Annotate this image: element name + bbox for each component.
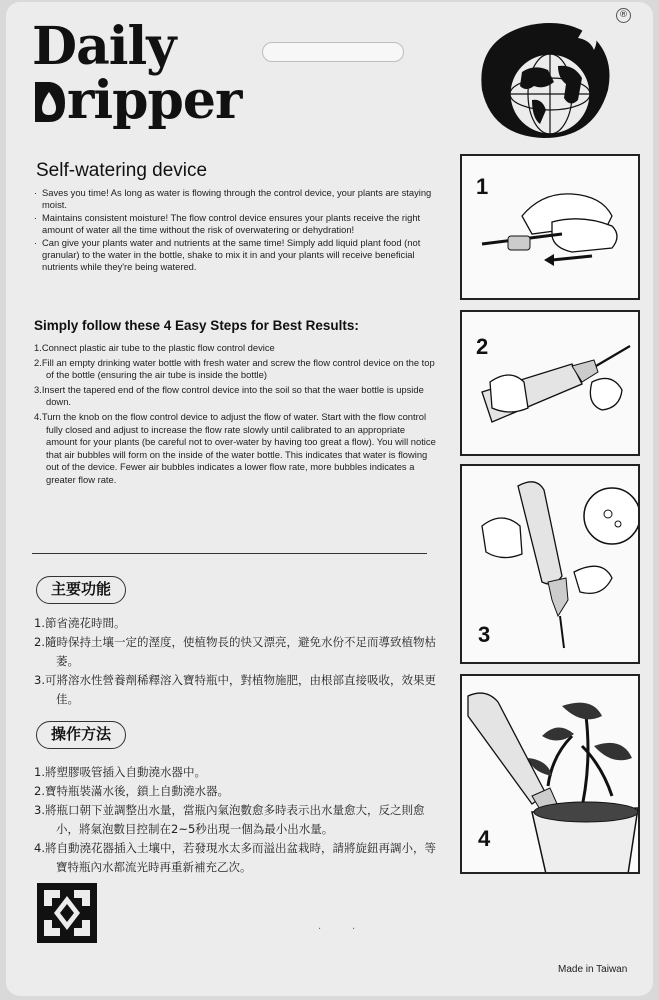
feature-item: · Saves you time! As long as water is flowing through the control device, your plants are staying moist. xyxy=(34,187,436,212)
made-in-label: Made in Taiwan xyxy=(558,964,628,975)
cn-features-list xyxy=(34,614,444,709)
cn-method-item: 4.將自動澆花器插入土壤中，若發現水太多而溢出盆栽時，請將旋鈕再調小，等寶特瓶內水都流光時再重新補充乙次。 xyxy=(34,841,436,874)
step-panel-3 xyxy=(460,464,640,664)
cn-method-item: 1.將塑膠吸管插入自動澆水器中。 xyxy=(34,765,206,779)
brand-line-1: Daily xyxy=(32,16,176,77)
cn-feature-item: 1.節省澆花時間。 xyxy=(34,616,126,630)
hang-hole xyxy=(262,42,404,62)
section-divider xyxy=(32,553,427,554)
brand-line-2: ripper xyxy=(32,74,241,128)
cn-features-heading: 主要功能 xyxy=(36,576,126,604)
steps-heading: Simply follow these 4 Easy Steps for Best Results: xyxy=(34,318,359,333)
cn-method-item: 3.將瓶口朝下並調整出水量，當瓶內氣泡數愈多時表示出水量愈大，反之則愈小，將氣泡數目控制在2~5秒出現一個為最小出水量。 xyxy=(34,803,425,836)
step-item: 2.Fill an empty drinking water bottle with fresh water and screw the flow control device on the top of the bottle (ensuring the air tube is inside the bottle) xyxy=(34,356,435,381)
step-item: 4.Turn the knob on the flow control device to adjust the flow of water. Start with the flow control fully closed and adjust to increase the flow rate slowly until calibrated to an appropriate amount for your plants (be careful not to over-water by having too great a flow). You will notice that air bubbles will form on the inside of the water bottle. This indicates that water is flowing out of the device. Fewer air bubbles indicates a lower flow rate, more bubbles indicates a greater flow rate. xyxy=(34,410,436,485)
cn-feature-item: 3.可將溶水性營養劑稀釋溶入寶特瓶中，對植物施肥，由根部直接吸收，效果更佳。 xyxy=(34,673,436,706)
panel-number: 1 xyxy=(476,174,489,199)
steps-list xyxy=(34,342,436,489)
print-mark: · xyxy=(352,924,356,935)
step-panel-4 xyxy=(460,674,640,874)
product-subtitle: Self-watering device xyxy=(36,160,208,181)
panel-number: 3 xyxy=(478,622,491,647)
cn-feature-item: 2.隨時保持土壤一定的溼度，使植物長的快又漂亮，避免水份不足而導致植物枯萎。 xyxy=(34,635,436,668)
recycle-icon xyxy=(36,882,98,944)
water-drop-icon xyxy=(32,78,66,124)
step-panel-1 xyxy=(460,154,640,300)
registered-mark: ® xyxy=(616,8,631,23)
cn-method-list xyxy=(34,763,444,877)
brand-logo xyxy=(32,16,242,131)
connect-tube-illustration xyxy=(462,156,640,300)
feature-item: · Can give your plants water and nutrients at the same time! Simply add liquid plant food (not granular) to the water in the bottle, shake to mix it in and your plants will receive beneficial nutrients while they're being watered. xyxy=(34,237,436,274)
step-panel-2 xyxy=(460,310,640,456)
panel-number: 4 xyxy=(478,826,491,851)
cn-method-item: 2.寶特瓶裝滿水後，鎖上自動澆水器。 xyxy=(34,784,229,798)
print-mark: · xyxy=(318,924,322,935)
fill-bottle-illustration xyxy=(462,312,640,456)
step-item: 1.Connect plastic air tube to the plastic flow control device xyxy=(34,342,275,353)
feature-item: · Maintains consistent moisture! The flow control device ensures your plants receive the right amount of water all the time without the risk of overwatering or dehydration! xyxy=(34,212,436,237)
panel-number: 2 xyxy=(476,334,489,359)
feature-list xyxy=(34,187,436,274)
step-item: 3.Insert the tapered end of the flow control device into the soil so that the waer bottle is upside down. xyxy=(34,383,424,408)
cn-method-heading: 操作方法 xyxy=(36,721,126,749)
globe-logo-icon xyxy=(474,20,614,140)
